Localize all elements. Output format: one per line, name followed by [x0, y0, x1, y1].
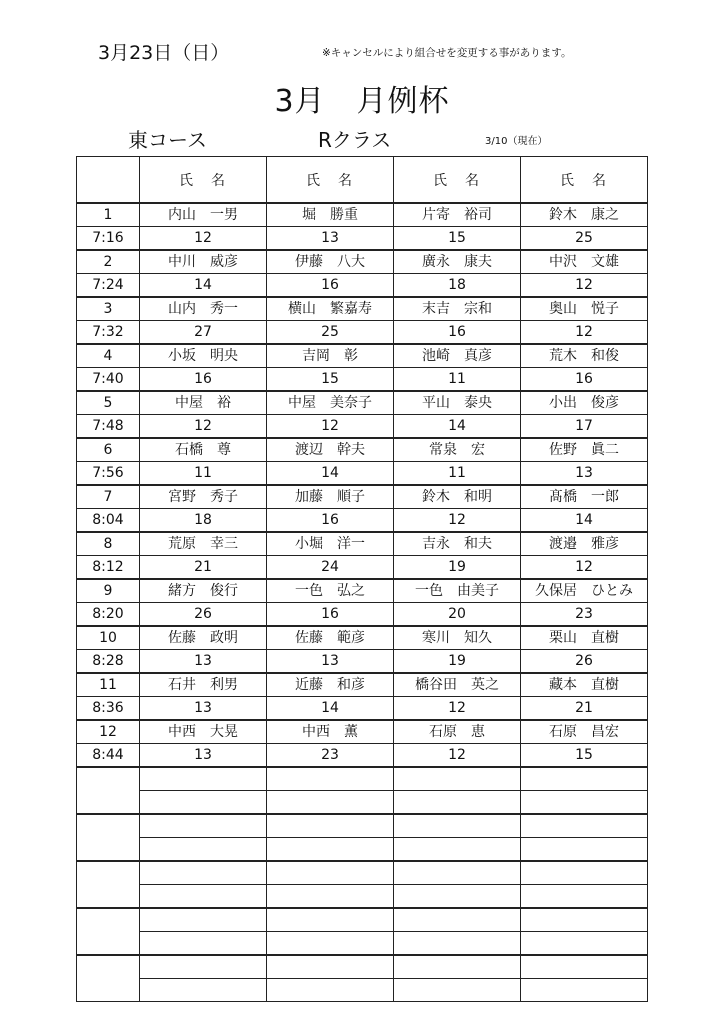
- player-handicap: 25: [521, 227, 648, 251]
- player-handicap: 23: [521, 603, 648, 627]
- player-name: 鈴木 和明: [394, 485, 521, 509]
- column-header: 氏 名: [140, 157, 267, 204]
- group-name-row: [77, 438, 648, 462]
- group-number: 11: [77, 673, 140, 697]
- course-label: 東コース: [128, 128, 207, 152]
- group-number: 9: [77, 579, 140, 603]
- empty-cell: [394, 932, 521, 956]
- empty-cell: [140, 838, 267, 862]
- player-handicap: 14: [267, 462, 394, 486]
- column-header: [77, 157, 140, 204]
- player-name: 石橋 尊: [140, 438, 267, 462]
- table-header-row: [77, 157, 648, 204]
- empty-group-row: [77, 885, 648, 909]
- player-name: 常泉 宏: [394, 438, 521, 462]
- player-handicap: 23: [267, 744, 394, 768]
- event-date: 3月23日（日）: [98, 42, 230, 64]
- player-name: 佐野 眞二: [521, 438, 648, 462]
- empty-cell: [521, 814, 648, 838]
- empty-group-row: [77, 979, 648, 1002]
- empty-cell: [394, 885, 521, 909]
- player-name: 小坂 明央: [140, 344, 267, 368]
- tee-time: 7:40: [77, 368, 140, 392]
- player-handicap: 16: [521, 368, 648, 392]
- player-name: 中西 薫: [267, 720, 394, 744]
- empty-cell: [267, 791, 394, 815]
- empty-group-row: [77, 814, 648, 838]
- empty-cell: [521, 932, 648, 956]
- player-name: 宮野 秀子: [140, 485, 267, 509]
- group-name-row: [77, 532, 648, 556]
- tee-time: 8:04: [77, 509, 140, 533]
- tee-time: 7:56: [77, 462, 140, 486]
- group-handicap-row: [77, 227, 648, 251]
- tee-time: 7:16: [77, 227, 140, 251]
- group-number: 6: [77, 438, 140, 462]
- group-number: 5: [77, 391, 140, 415]
- player-name: 石原 昌宏: [521, 720, 648, 744]
- empty-group-row: [77, 838, 648, 862]
- group-handicap-row: [77, 321, 648, 345]
- player-name: 山内 秀一: [140, 297, 267, 321]
- player-handicap: 20: [394, 603, 521, 627]
- tee-time: 8:36: [77, 697, 140, 721]
- empty-cell: [521, 767, 648, 791]
- group-name-row: [77, 626, 648, 650]
- empty-cell: [521, 955, 648, 979]
- player-handicap: 16: [267, 509, 394, 533]
- empty-cell: [267, 861, 394, 885]
- player-name: 小出 俊彦: [521, 391, 648, 415]
- group-name-row: [77, 391, 648, 415]
- player-handicap: 21: [140, 556, 267, 580]
- group-number: 12: [77, 720, 140, 744]
- group-handicap-row: [77, 556, 648, 580]
- empty-group-row: [77, 932, 648, 956]
- tee-time: 8:28: [77, 650, 140, 674]
- player-handicap: 12: [521, 274, 648, 298]
- player-name: 中川 威彦: [140, 250, 267, 274]
- player-name: 堀 勝重: [267, 203, 394, 227]
- group-name-row: [77, 297, 648, 321]
- empty-cell: [140, 979, 267, 1002]
- player-name: 中沢 文雄: [521, 250, 648, 274]
- empty-group-row: [77, 955, 648, 979]
- player-name: 中屋 美奈子: [267, 391, 394, 415]
- player-name: 吉岡 彰: [267, 344, 394, 368]
- column-header: 氏 名: [521, 157, 648, 204]
- player-name: 久保居 ひとみ: [521, 579, 648, 603]
- tee-time: 7:24: [77, 274, 140, 298]
- empty-cell: [267, 932, 394, 956]
- tee-time: 8:44: [77, 744, 140, 768]
- cancellation-note: ※キャンセルにより組合せを変更する事があります。: [322, 47, 572, 59]
- group-handicap-row: [77, 462, 648, 486]
- empty-cell: [394, 979, 521, 1002]
- group-handicap-row: [77, 274, 648, 298]
- player-handicap: 14: [267, 697, 394, 721]
- player-name: 伊藤 八大: [267, 250, 394, 274]
- player-name: 橋谷田 英之: [394, 673, 521, 697]
- player-handicap: 15: [394, 227, 521, 251]
- player-name: 渡邉 雅彦: [521, 532, 648, 556]
- group-number: 2: [77, 250, 140, 274]
- player-handicap: 13: [140, 650, 267, 674]
- empty-cell: [521, 791, 648, 815]
- empty-cell: [140, 885, 267, 909]
- player-handicap: 16: [267, 274, 394, 298]
- player-handicap: 19: [394, 556, 521, 580]
- empty-group-cell: [77, 908, 140, 955]
- player-name: 横山 繁嘉寿: [267, 297, 394, 321]
- player-handicap: 25: [267, 321, 394, 345]
- player-name: 緒方 俊行: [140, 579, 267, 603]
- empty-cell: [394, 767, 521, 791]
- tee-time: 8:20: [77, 603, 140, 627]
- player-handicap: 24: [267, 556, 394, 580]
- player-handicap: 12: [521, 556, 648, 580]
- player-handicap: 14: [521, 509, 648, 533]
- player-name: 荒木 和俊: [521, 344, 648, 368]
- player-handicap: 12: [394, 697, 521, 721]
- player-handicap: 15: [521, 744, 648, 768]
- player-handicap: 13: [140, 744, 267, 768]
- class-label: Rクラス: [318, 128, 392, 152]
- player-handicap: 13: [267, 227, 394, 251]
- group-handicap-row: [77, 509, 648, 533]
- player-name: 石井 利男: [140, 673, 267, 697]
- column-header: 氏 名: [267, 157, 394, 204]
- empty-cell: [394, 791, 521, 815]
- group-handicap-row: [77, 697, 648, 721]
- empty-cell: [267, 814, 394, 838]
- empty-group-row: [77, 767, 648, 791]
- player-handicap: 12: [394, 744, 521, 768]
- empty-cell: [140, 861, 267, 885]
- player-handicap: 12: [394, 509, 521, 533]
- group-handicap-row: [77, 650, 648, 674]
- player-name: 荒原 幸三: [140, 532, 267, 556]
- group-handicap-row: [77, 744, 648, 768]
- empty-cell: [521, 861, 648, 885]
- empty-group-row: [77, 861, 648, 885]
- player-name: 佐藤 範彦: [267, 626, 394, 650]
- empty-cell: [394, 908, 521, 932]
- empty-group-cell: [77, 814, 140, 861]
- player-name: 末吉 宗和: [394, 297, 521, 321]
- empty-group-row: [77, 791, 648, 815]
- group-name-row: [77, 250, 648, 274]
- group-name-row: [77, 720, 648, 744]
- empty-group-cell: [77, 955, 140, 1002]
- player-name: 廣永 康夫: [394, 250, 521, 274]
- player-handicap: 13: [140, 697, 267, 721]
- empty-cell: [140, 814, 267, 838]
- as-of-date: 3/10（現在）: [485, 136, 548, 147]
- group-handicap-row: [77, 415, 648, 439]
- empty-cell: [267, 955, 394, 979]
- player-name: 中屋 裕: [140, 391, 267, 415]
- player-name: 中西 大晃: [140, 720, 267, 744]
- player-handicap: 11: [394, 368, 521, 392]
- player-name: 吉永 和夫: [394, 532, 521, 556]
- player-name: 藏本 直樹: [521, 673, 648, 697]
- player-name: 小堀 洋一: [267, 532, 394, 556]
- player-name: 内山 一男: [140, 203, 267, 227]
- player-name: 髙橋 一郎: [521, 485, 648, 509]
- empty-cell: [267, 767, 394, 791]
- empty-cell: [267, 838, 394, 862]
- player-handicap: 13: [267, 650, 394, 674]
- empty-cell: [140, 767, 267, 791]
- empty-cell: [394, 955, 521, 979]
- player-name: 佐藤 政明: [140, 626, 267, 650]
- player-handicap: 14: [394, 415, 521, 439]
- group-number: 7: [77, 485, 140, 509]
- player-name: 寒川 知久: [394, 626, 521, 650]
- player-handicap: 11: [394, 462, 521, 486]
- group-name-row: [77, 673, 648, 697]
- player-handicap: 18: [394, 274, 521, 298]
- column-header: 氏 名: [394, 157, 521, 204]
- empty-cell: [140, 955, 267, 979]
- tee-time: 7:48: [77, 415, 140, 439]
- empty-group-cell: [77, 767, 140, 814]
- player-handicap: 16: [394, 321, 521, 345]
- player-handicap: 15: [267, 368, 394, 392]
- player-handicap: 12: [140, 415, 267, 439]
- player-name: 奥山 悦子: [521, 297, 648, 321]
- player-handicap: 12: [521, 321, 648, 345]
- player-name: 一色 弘之: [267, 579, 394, 603]
- empty-cell: [521, 885, 648, 909]
- player-name: 平山 泰央: [394, 391, 521, 415]
- player-handicap: 11: [140, 462, 267, 486]
- group-number: 1: [77, 203, 140, 227]
- group-number: 8: [77, 532, 140, 556]
- empty-group-row: [77, 908, 648, 932]
- player-handicap: 14: [140, 274, 267, 298]
- player-handicap: 17: [521, 415, 648, 439]
- table-body: [77, 203, 648, 1002]
- group-name-row: [77, 579, 648, 603]
- group-number: 3: [77, 297, 140, 321]
- player-handicap: 26: [140, 603, 267, 627]
- player-handicap: 16: [140, 368, 267, 392]
- pairing-table: [76, 156, 648, 1002]
- empty-cell: [521, 838, 648, 862]
- player-handicap: 12: [140, 227, 267, 251]
- tee-time: 8:12: [77, 556, 140, 580]
- group-name-row: [77, 344, 648, 368]
- empty-cell: [140, 932, 267, 956]
- empty-cell: [140, 908, 267, 932]
- page-title: 3月 月例杯: [274, 84, 450, 119]
- group-number: 4: [77, 344, 140, 368]
- tee-time: 7:32: [77, 321, 140, 345]
- group-name-row: [77, 203, 648, 227]
- group-handicap-row: [77, 368, 648, 392]
- player-handicap: 19: [394, 650, 521, 674]
- player-name: 近藤 和彦: [267, 673, 394, 697]
- group-name-row: [77, 485, 648, 509]
- player-name: 片寄 裕司: [394, 203, 521, 227]
- empty-cell: [521, 979, 648, 1002]
- empty-cell: [267, 908, 394, 932]
- empty-cell: [394, 814, 521, 838]
- player-name: 池崎 真彦: [394, 344, 521, 368]
- player-handicap: 26: [521, 650, 648, 674]
- player-handicap: 27: [140, 321, 267, 345]
- player-name: 渡辺 幹夫: [267, 438, 394, 462]
- player-handicap: 18: [140, 509, 267, 533]
- empty-cell: [521, 908, 648, 932]
- player-handicap: 12: [267, 415, 394, 439]
- player-name: 石原 恵: [394, 720, 521, 744]
- group-handicap-row: [77, 603, 648, 627]
- empty-cell: [394, 861, 521, 885]
- player-name: 一色 由美子: [394, 579, 521, 603]
- player-name: 加藤 順子: [267, 485, 394, 509]
- empty-cell: [394, 838, 521, 862]
- player-handicap: 16: [267, 603, 394, 627]
- empty-cell: [140, 791, 267, 815]
- empty-cell: [267, 885, 394, 909]
- empty-cell: [267, 979, 394, 1002]
- player-handicap: 21: [521, 697, 648, 721]
- empty-group-cell: [77, 861, 140, 908]
- player-handicap: 13: [521, 462, 648, 486]
- player-name: 栗山 直樹: [521, 626, 648, 650]
- player-name: 鈴木 康之: [521, 203, 648, 227]
- group-number: 10: [77, 626, 140, 650]
